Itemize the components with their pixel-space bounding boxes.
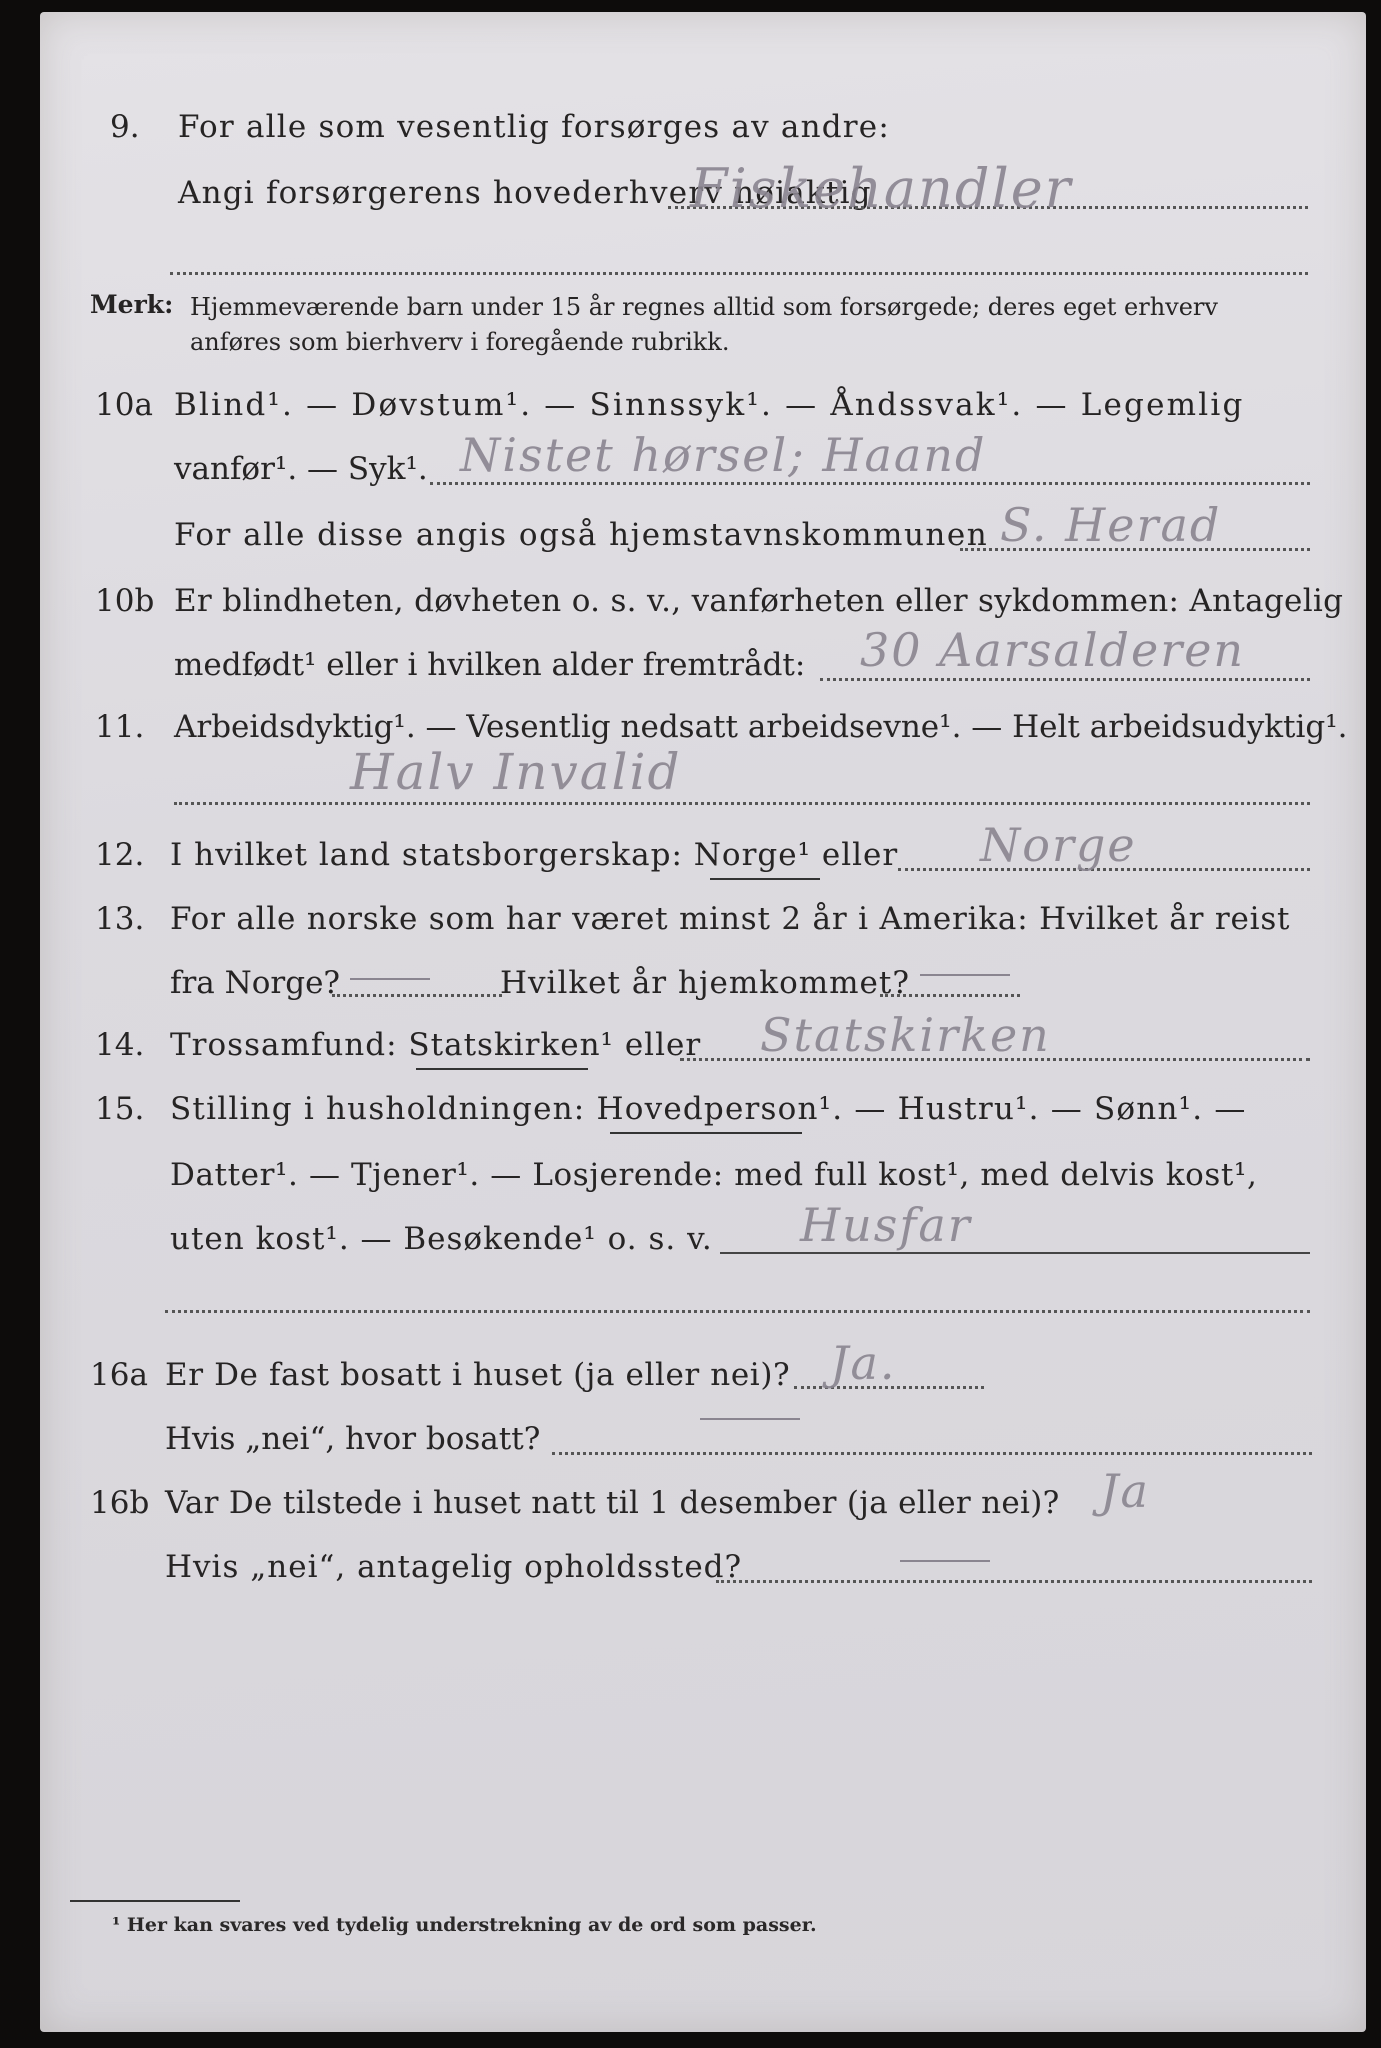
q12-line1: I hvilket land statsborgerskap: Norge¹ eller — [170, 837, 899, 873]
q9-extra-dotted-line — [170, 272, 1308, 275]
q13-dash-mark — [350, 978, 430, 980]
q10a-line3: For alle disse angis også hjemstavnskommunen — [174, 517, 989, 553]
q16a-residence-dotted-line — [552, 1452, 1312, 1455]
q16b-stay-dotted-line — [716, 1580, 1312, 1583]
q13-line1: For alle norske som har været minst 2 år i Amerika: Hvilket år reist — [170, 901, 1291, 937]
q13-line2a: fra Norge? — [170, 965, 341, 1001]
q15-line3: uten kost¹. — Besøkende¹ o. s. v. — [170, 1221, 713, 1257]
q12-handwritten-answer: Norge — [980, 818, 1137, 872]
q10a-handwritten-answer1: Nistet hørsel; Haand — [460, 428, 987, 482]
q14-statskirken-underline — [416, 1068, 588, 1070]
q15-line2: Datter¹. — Tjener¹. — Losjerende: med full kost¹, med delvis kost¹, — [170, 1157, 1258, 1193]
footnote: ¹ Her kan svares ved tydelig understrekning av de ord som passer. — [112, 1914, 817, 1936]
q13-number: 13. — [95, 901, 145, 937]
q10b-number: 10b — [95, 583, 155, 619]
q15-extra-dotted-line — [165, 1310, 1310, 1313]
q11-answer-dotted-line — [174, 802, 1310, 805]
q9-line2: Angi forsørgerens hovederhverv nøiaktig — [178, 175, 872, 211]
q10a-handwritten-answer2: S. Herad — [1000, 498, 1222, 552]
q11-line1: Arbeidsdyktig¹. — Vesentlig nedsatt arbeidsevne¹. — Helt arbeidsudyktig¹. — [174, 709, 1348, 745]
q16a-line2: Hvis „nei“, hvor bosatt? — [165, 1421, 541, 1457]
census-form-page — [40, 12, 1366, 2032]
q9-number: 9. — [110, 109, 140, 145]
q11-handwritten-answer: Halv Invalid — [350, 743, 682, 801]
q16a-handwritten-answer: Ja. — [830, 1336, 897, 1390]
q15-answer-line — [720, 1252, 1310, 1254]
q16b-line1: Var De tilstede i huset natt til 1 desember (ja eller nei)? — [165, 1485, 1060, 1521]
q10b-line1: Er blindheten, døvheten o. s. v., vanførheten eller sykdommen: Antagelig — [174, 583, 1344, 619]
q10b-line2: medfødt¹ eller i hvilken alder fremtrådt: — [174, 647, 806, 683]
q13-year-returned-dotted-line — [880, 994, 1020, 997]
q10a-number: 10a — [95, 387, 153, 423]
q12-number: 12. — [95, 837, 145, 873]
q10b-answer-dotted-line — [820, 678, 1310, 681]
q13-dash-mark-2 — [920, 974, 1010, 976]
merk-line1: Hjemmeværende barn under 15 år regnes alltid som forsørgede; deres eget erhverv — [190, 293, 1218, 321]
q11-number: 11. — [95, 709, 145, 745]
q14-handwritten-answer: Statskirken — [760, 1008, 1051, 1062]
q14-number: 14. — [95, 1027, 145, 1063]
footnote-rule — [70, 1900, 240, 1902]
q16a-number: 16a — [90, 1357, 148, 1393]
q15-handwritten-answer: Husfar — [800, 1198, 972, 1252]
q16b-handwritten-answer: Ja — [1100, 1464, 1150, 1518]
merk-label: Merk: — [90, 290, 174, 319]
q16a-line1: Er De fast bosatt i huset (ja eller nei)? — [165, 1357, 791, 1393]
q15-hovedperson-underline — [610, 1132, 802, 1134]
q10b-handwritten-answer: 30 Aarsalderen — [860, 623, 1246, 677]
q13-year-left-dotted-line — [332, 994, 502, 997]
q10a-line1: Blind¹. — Døvstum¹. — Sinnssyk¹. — Åndssvak¹. — Legemlig — [174, 387, 1245, 423]
q9-handwritten-answer: Fiskehandler — [690, 157, 1073, 220]
q12-norge-underline — [710, 878, 820, 880]
q15-line1: Stilling i husholdningen: Hovedperson¹. — Hustru¹. — Sønn¹. — — [170, 1091, 1247, 1127]
q13-line2b: Hvilket år hjemkommet? — [500, 965, 910, 1001]
q16b-line2: Hvis „nei“, antagelig opholdssted? — [165, 1549, 743, 1585]
q9-line1: For alle som vesentlig forsørges av andre: — [178, 109, 890, 145]
q14-line1: Trossamfund: Statskirken¹ eller — [170, 1027, 702, 1063]
q10a-line2: vanfør¹. — Syk¹. — [174, 451, 428, 487]
merk-line2: anføres som bierhverv i foregående rubrikk. — [190, 328, 730, 356]
q10a-answer1-dotted-line — [430, 482, 1310, 485]
q15-number: 15. — [95, 1091, 145, 1127]
q16a-dash-mark — [700, 1418, 800, 1420]
q16b-dash-mark — [900, 1560, 990, 1562]
q16b-number: 16b — [90, 1485, 150, 1521]
